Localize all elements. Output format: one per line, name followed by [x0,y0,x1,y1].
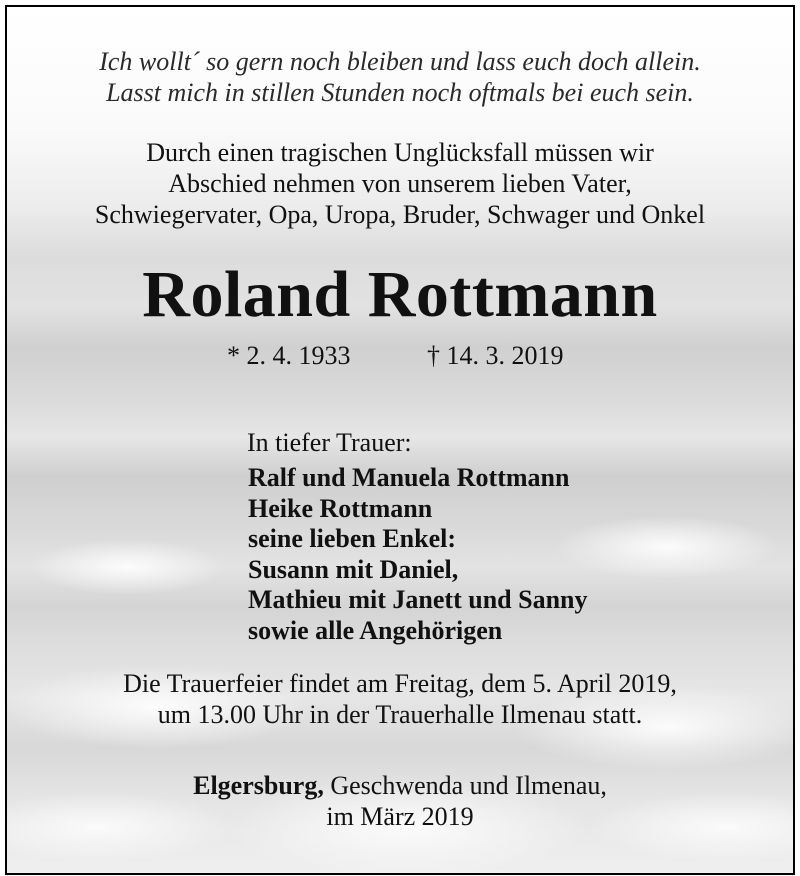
service-line-2: um 13.00 Uhr in der Trauerhalle Ilmenau statt. [157,700,643,729]
intro-line-3: Schwiegervater, Opa, Uropa, Bruder, Schwager und Onkel [94,200,706,229]
intro-line-1: Durch einen tragischen Unglücksfall müssen wir [146,138,654,167]
motto-line-2: Lasst mich in stillen Stunden noch oftmals bei euch sein. [106,78,694,107]
place-line [7,771,793,801]
place-town-bold: Elgersburg, [193,771,324,800]
birth-date: * 2. 4. 1933 [227,341,351,370]
obituary-notice [5,5,795,875]
mourner-line: Heike Rottmann [248,493,433,523]
service-line-1: Die Trauerfeier findet am Freitag, dem 5. April 2019, [123,669,677,698]
mourners-list [248,463,588,646]
mourner-line: seine lieben Enkel: [248,524,457,553]
place-date: im März 2019 [326,802,474,831]
death-date: † 14. 3. 2019 [427,341,564,370]
mourner-line: sowie alle Angehörigen [248,615,503,645]
mourner-line: Mathieu mit Janett und Sanny [248,585,588,614]
mourner-line: Ralf und Manuela Rottmann [248,463,570,492]
mourner-line: Susann mit Daniel, [248,554,459,584]
intro-line-2: Abschied nehmen von unserem lieben Vater, [168,169,632,198]
deceased-name: Roland Rottmann [142,258,658,331]
place-towns: Geschwenda und Ilmenau, [330,771,607,800]
motto-line-1: Ich wollt´ so gern noch bleiben und lass euch doch allein. [99,47,701,76]
mourning-heading: In tiefer Trauer: [247,428,412,457]
